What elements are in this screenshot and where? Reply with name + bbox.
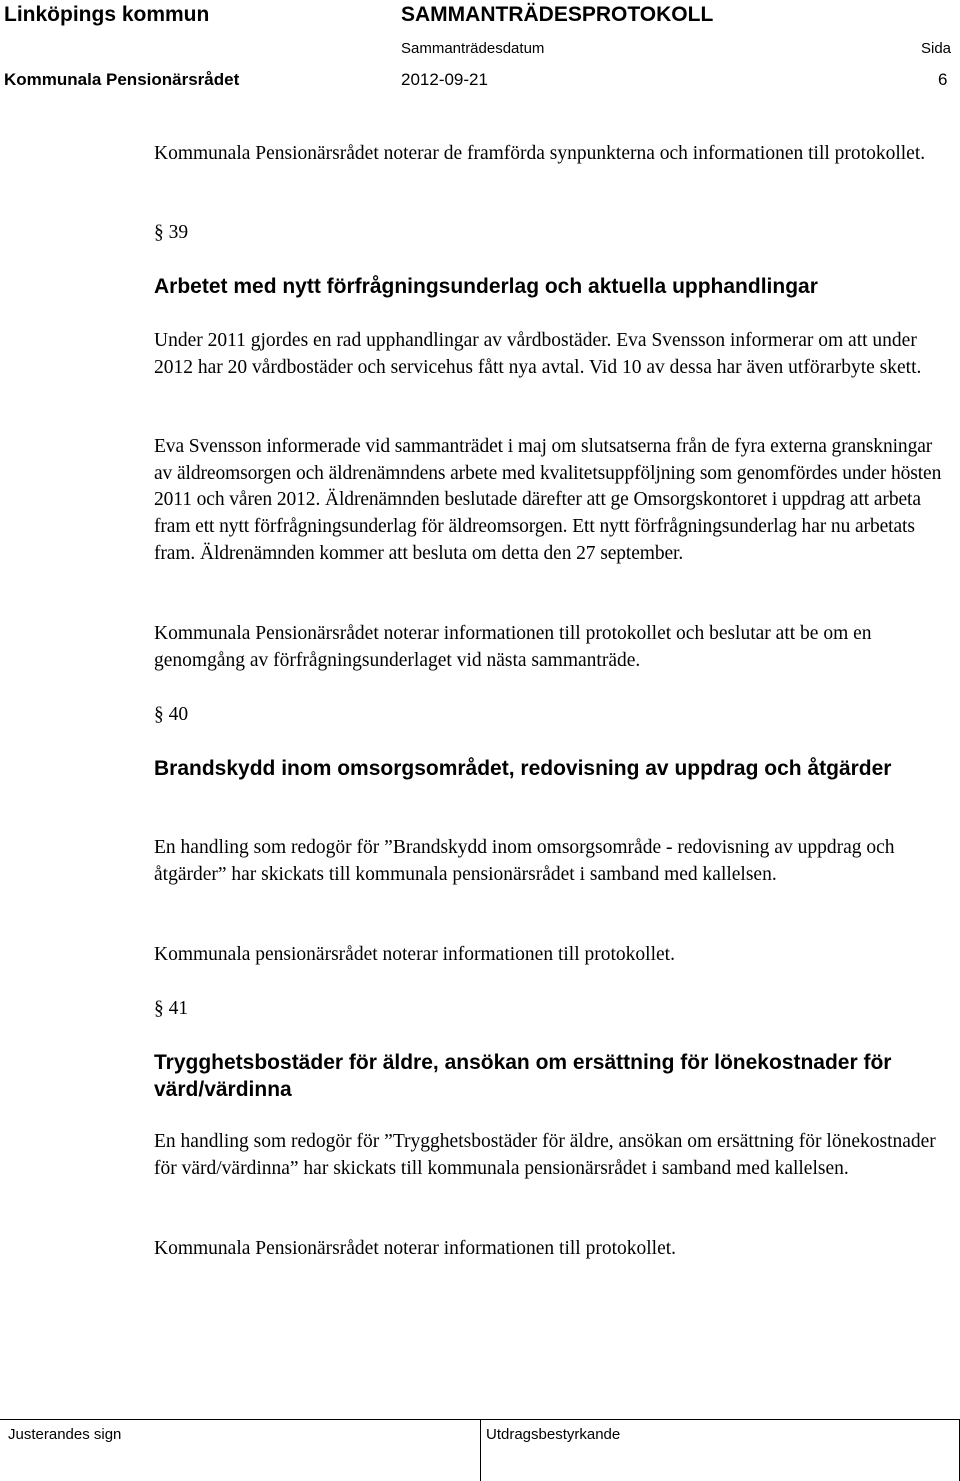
- signature-label: Justerandes sign: [8, 1426, 122, 1443]
- extract-label: Utdragsbestyrkande: [486, 1426, 621, 1443]
- meeting-date: 2012-09-21: [401, 70, 488, 89]
- section-39-paragraph-2: Eva Svensson informerade vid sammanträdet i maj om slutsatserna från de fyra externa granskningar av äldreomsorgen och äldrenämndens arbete med kvalitetsuppföljning som genomfördes under hösten 2011 och våren 2012. Äldrenämnden beslutade därefter att ge Omsorgskontoret i uppdrag att arbeta fram ett nytt förfrågningsunderlag för äldreomsorgen. Ett nytt förfrågningsunderlag har nu arbetats fram. Äldrenämnden kommer att besluta om detta den 27 september.: [154, 436, 942, 564]
- section-39-paragraph-1: Under 2011 gjordes en rad upphandlingar av vårdbostäder. Eva Svensson informerar om att under 2012 har 20 vårdbostäder och servicehus fått nya avtal. Vid 10 av dessa har även utförarbyte skett.: [154, 330, 922, 378]
- section-39-title: Arbetet med nytt förfrågningsunderlag och aktuella upphandlingar: [154, 275, 818, 298]
- intro-paragraph: Kommunala Pensionärsrådet noterar de framförda synpunkterna och informationen till protokollet.: [154, 143, 926, 164]
- page-number: 6: [938, 70, 948, 89]
- section-40-number: § 40: [154, 704, 189, 725]
- section-40-paragraph-1: En handling som redogör för ”Brandskydd inom omsorgsområde - redovisning av uppdrag och åtgärder” har skickats till kommunala pensionärsrådet i samband med kallelsen.: [154, 837, 895, 885]
- section-41-number: § 41: [154, 998, 189, 1019]
- document-type: SAMMANTRÄDESPROTOKOLL: [401, 3, 714, 26]
- section-41-title: Trygghetsbostäder för äldre, ansökan om ersättning för lönekostnader för värd/värdinna: [154, 1051, 892, 1101]
- section-39-paragraph-3: Kommunala Pensionärsrådet noterar informationen till protokollet och beslutar att be om en genomgång av förfrågningsunderlaget vid nästa sammanträde.: [154, 623, 872, 671]
- section-39-number: § 39: [154, 222, 189, 243]
- section-40-paragraph-2: Kommunala pensionärsrådet noterar informationen till protokollet.: [154, 944, 675, 965]
- section-41-paragraph-1: En handling som redogör för ”Trygghetsbostäder för äldre, ansökan om ersättning för lönekostnader för värd/värdinna” har skickats till kommunala pensionärsrådet i samband med kallelsen.: [154, 1131, 936, 1179]
- committee-name: Kommunala Pensionärsrådet: [4, 70, 240, 89]
- section-40-title: Brandskydd inom omsorgsområdet, redovisning av uppdrag och åtgärder: [154, 757, 892, 780]
- org-name: Linköpings kommun: [4, 3, 210, 26]
- page-label: Sida: [921, 40, 952, 57]
- section-41-paragraph-2: Kommunala Pensionärsrådet noterar informationen till protokollet.: [154, 1238, 677, 1259]
- date-label: Sammanträdesdatum: [401, 40, 545, 57]
